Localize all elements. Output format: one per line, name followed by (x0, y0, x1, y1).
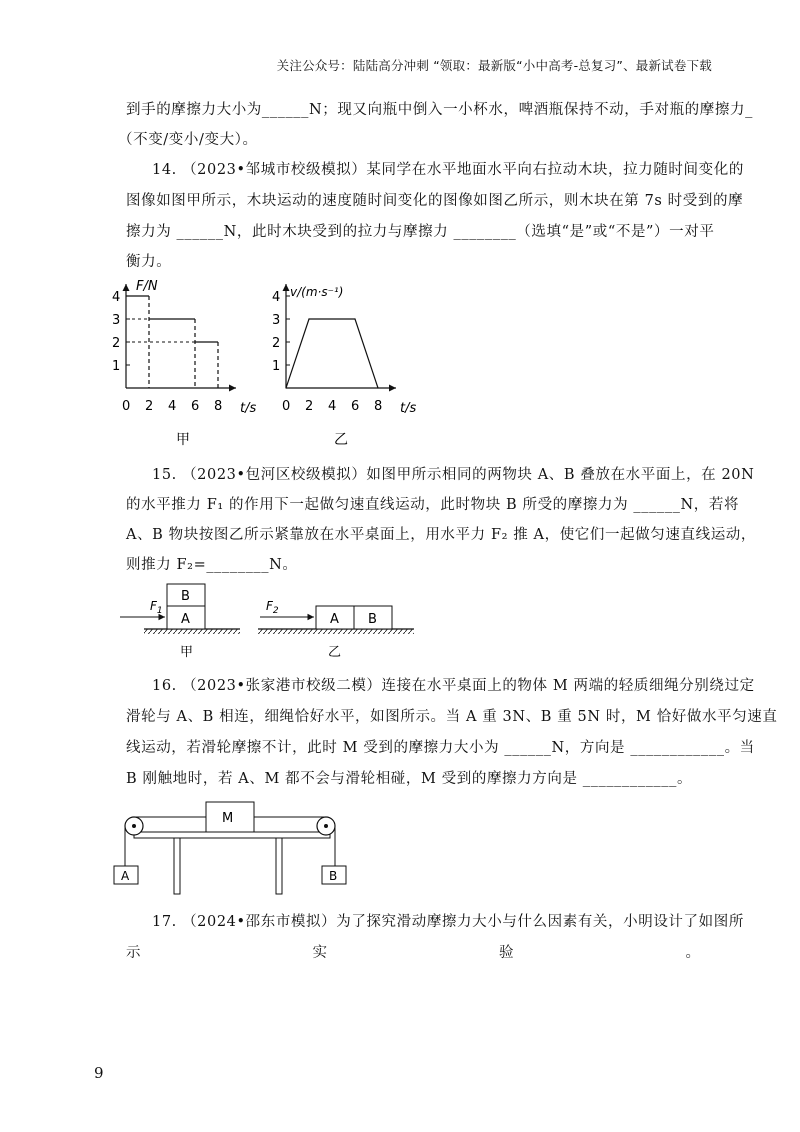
force-series (126, 296, 218, 388)
y-tick-label: 1 (112, 359, 121, 374)
x-tick-label: 8 (374, 399, 383, 414)
pulley-table-figure (112, 792, 352, 898)
velocity-point (308, 318, 309, 319)
x-tick-label: 2 (305, 399, 314, 414)
x-tick-labels (122, 399, 222, 414)
weight-a-label: A (121, 869, 130, 883)
force-label: $F_1$ (150, 599, 163, 616)
x-tick-label: 4 (328, 399, 337, 414)
question-17-line-justified (126, 941, 700, 962)
question-16-line: 线运动，若滑轮摩擦不计，此时 M 受到的摩擦力大小为 ______N，方向是 ____________。当 (126, 740, 755, 756)
table-leg (276, 838, 282, 894)
text-line: 到手的摩擦力大小为______N；现又向瓶中倒入一小杯水，啤酒瓶保持不动，手对瓶的摩擦力_ (126, 102, 753, 118)
block-a-label: A (181, 612, 190, 627)
question-15-line: 15. （2023•包河区校级模拟）如图甲所示相同的两物块 A、B 叠放在水平面上，在 20N (152, 467, 755, 483)
y-tick-label: 2 (272, 336, 281, 351)
x-tick-label: 4 (168, 399, 177, 414)
velocity-series (285, 318, 378, 388)
block-b-label: B (181, 589, 190, 604)
x-tick-label: 0 (122, 399, 131, 414)
y-tick-labels (112, 290, 130, 374)
figure-caption: 甲 (176, 432, 190, 448)
y-axis-label: F/N (136, 279, 158, 294)
page-header: 关注公众号：陆陆高分冲刺 “领取：最新版“小中高考-总复习”、最新试卷下载 (276, 58, 712, 73)
question-16-line: 滑轮与 A、B 相连，细绳恰好水平，如图所示。当 A 重 3N、B 重 5N 时，M 恰好做水平匀速直 (126, 709, 778, 725)
x-tick-label: 0 (282, 399, 291, 414)
question-14-line: 图像如图甲所示，木块运动的速度随时间变化的图像如图乙所示，则木块在第 7s 时受到的摩 (126, 193, 744, 209)
stacked-blocks-figure (110, 578, 430, 660)
page-number: 9 (94, 1064, 104, 1082)
y-axis-label: v/(m·s⁻¹) (290, 285, 344, 299)
question-15-line: 则推力 F₂=________N。 (126, 557, 298, 573)
x-tick-label: 2 (145, 399, 154, 414)
ground (144, 629, 240, 634)
velocity-time-graph (268, 276, 438, 452)
y-tick-label: 4 (272, 290, 281, 305)
question-14-line: 衡力。 (126, 254, 172, 270)
figure-caption: 乙 (334, 432, 348, 448)
velocity-point (285, 387, 286, 388)
table-top (134, 832, 330, 838)
q17-word: 。 (685, 945, 700, 961)
force-label: $F_2$ (266, 599, 279, 616)
x-tick-label: 6 (351, 399, 360, 414)
velocity-point (354, 318, 355, 319)
y-tick-labels (272, 290, 290, 374)
block-m-label: M (222, 811, 234, 826)
q17-word: 示 (126, 945, 141, 961)
question-16-line: B 刚触地时，若 A、M 都不会与滑轮相碰，M 受到的摩擦力方向是 ____________。 (126, 771, 693, 787)
question-16-line: 16. （2023•张家港市校级二模）连接在水平桌面上的物体 M 两端的轻质细绳分别绕过定 (152, 678, 755, 694)
x-tick-label: 6 (191, 399, 200, 414)
question-15-line: A、B 物块按图乙所示紧靠放在水平桌面上，用水平力 F₂ 推 A，使它们一起做匀速直线运动， (126, 527, 757, 543)
x-axis-label: t/s (240, 401, 257, 416)
force-time-graph (108, 276, 268, 452)
block-a-label: A (330, 612, 339, 627)
q17-word: 实 (312, 945, 327, 961)
velocity-line (286, 319, 378, 388)
pulley-axle (324, 824, 328, 828)
x-tick-label: 8 (214, 399, 223, 414)
block-b-label: B (368, 612, 377, 627)
x-tick-labels (282, 399, 382, 414)
y-tick-label: 2 (112, 336, 121, 351)
question-14-line: 擦力为 ______N，此时木块受到的拉力与摩擦力 ________（选填“是”或“不是”）一对平 (126, 224, 715, 240)
question-15-line: 的水平推力 F₁ 的作用下一起做匀速直线运动，此时物块 B 所受的摩擦力为 ______N，若将 (126, 497, 740, 513)
y-tick-label: 3 (112, 313, 121, 328)
y-tick-label: 1 (272, 359, 281, 374)
question-17-line: 17. （2024•邵东市模拟）为了探究滑动摩擦力大小与什么因素有关，小明设计了如图所 (152, 914, 744, 930)
text-line: （不变/变小/变大）。 (118, 132, 258, 148)
figure-caption: 乙 (328, 645, 342, 660)
pulley-axle (132, 824, 136, 828)
figure-caption: 甲 (180, 645, 194, 660)
table-leg (174, 838, 180, 894)
y-tick-label: 4 (112, 290, 121, 305)
y-tick-label: 3 (272, 313, 281, 328)
weight-b-label: B (329, 869, 338, 883)
x-axis-label: t/s (400, 401, 417, 416)
q17-word: 验 (499, 945, 514, 961)
ground (258, 629, 414, 634)
question-14-line: 14. （2023•邹城市校级模拟）某同学在水平地面水平向右拉动木块，拉力随时间变化的 (152, 162, 744, 178)
velocity-point (377, 387, 378, 388)
